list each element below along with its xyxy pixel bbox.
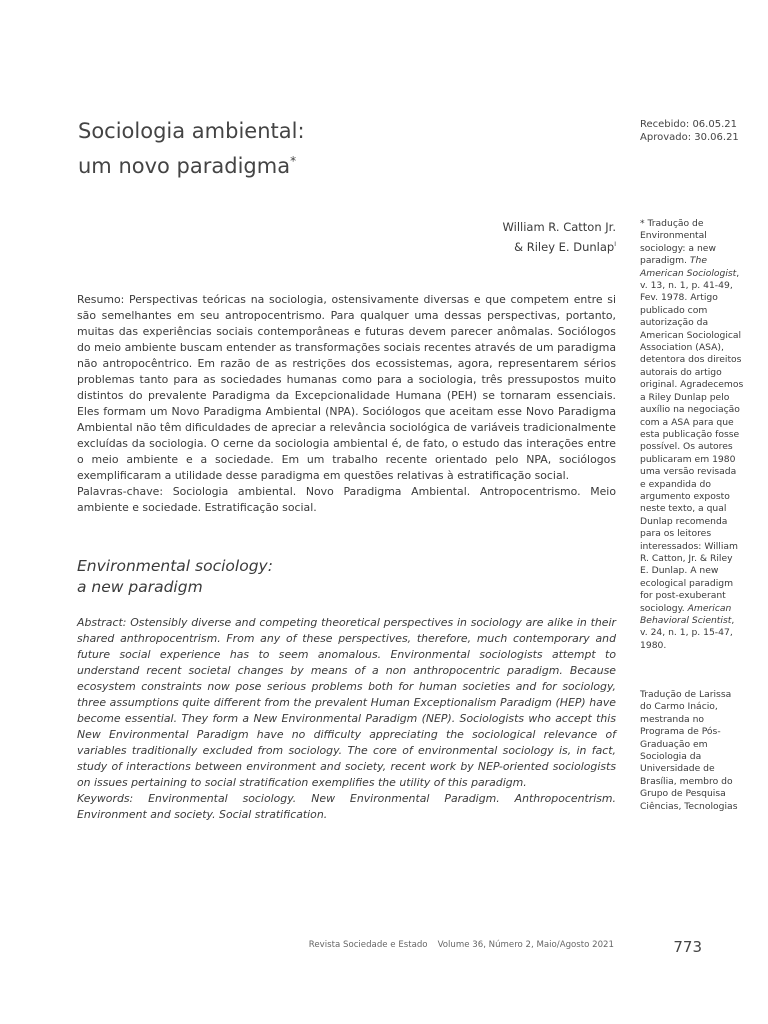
author-1: William R. Catton Jr. — [502, 220, 616, 234]
palavras-chave-paragraph: Palavras-chave: Sociologia ambiental. Novo Paradigma Ambiental. Antropocentrismo. Meio ambiente e sociedade. Estratificação social. — [77, 485, 616, 514]
footer-journal-name: Revista Sociedade e Estado — [308, 940, 428, 950]
resumo-paragraph: Resumo: Perspectivas teóricas na sociologia, ostensivamente diversas e que competem entre si são semelhantes em seu antropocentrismo. Para qualquer uma dessas perspectivas, portanto, muitas das experiências sociais contemporâneas e futuras devem parecer anômalas. Sociólogos do meio ambiente buscam entender as transformações sociais recentes através de um paradigma não antropocêntrico. Em razão de as restrições dos ecossistemas, agora, representarem sérios problemas tanto para as sociedades humanas como para a sociologia, três pressupostos muito distintos do prevalente Paradigma da Excepcionalidade Humana (PEH) se tornaram essenciais. Eles formam um Novo Paradigma Ambiental (NPA). Sociólogos que aceitam esse Novo Paradigma Ambiental não têm dificuldades de apreciar a relevância sociológica de variáveis tradicionalmente excluídas da sociologia. O cerne da sociologia ambiental é, de fato, o estudo das interações entre o meio ambiente e a sociedade. Em um trabalho recente orientado pelo NPA, sociólogos exemplificaram a utilidade desse paradigma em questões relativas à estratificação social. — [77, 293, 616, 482]
sidebar-translator-note: Tradução de Larissa do Carmo Inácio, mestranda no Programa de Pós-Graduação em Sociologia da Universidade de Brasília, membro do Grupo de Pesquisa Ciências, Tecnologias — [640, 689, 738, 812]
sidebar-translation-note: * Tradução de Environmental sociology: a new paradigm. The American Sociologist, v. 13, n. 1, p. 41-49, Fev. 1978. Artigo publicado com autorização da American Sociological Association (ASA), detentora dos direitos autorais do artigo original. Agradecemos a Riley Dunlap pelo auxílio na negociação com a ASA para que esta publicação fosse possível. Os autores publicaram em 1980 uma versão revisada e expandida do argumento exposto neste texto, a qual Dunlap recomenda para os leitores interessados: William R. Catton, Jr. & Riley E. Dunlap. A new ecological paradigm for post-exuberant sociology. American Behavioral Scientist, v. 24, n. 1, p. 15-47, 1980. — [640, 218, 744, 651]
author-2: & Riley E. Dunlap$^I$ — [514, 240, 616, 254]
page-number: 773 — [673, 938, 702, 956]
title-line-1: Sociologia ambiental: — [78, 119, 305, 143]
abstract-paragraph: Abstract: Ostensibly diverse and competing theoretical perspectives in sociology are alike in their shared anthropocentrism. From any of these perspectives, therefore, much contemporary and future social experience has to seem anomalous. Environmental sociologists attempt to understand recent societal changes by means of a non anthropocentric paradigm. Because ecosystem constraints now pose serious problems both for human societies and for sociology, three assumptions quite different from the prevalent Human Exceptionalism Paradigm (HEP) have become essential. They form a New Environmental Paradigm (NEP). Sociologists who accept this New Environmental Paradigm have no difficulty appreciating the sociological relevance of variables traditionally excluded from sociology. The core of environmental sociology is, in fact, study of interactions between environment and society, recent work by NEP-oriented sociologists on issues pertaining to social stratification exemplifies the utility of this paradigm. — [77, 616, 616, 789]
authors — [380, 218, 616, 256]
approved-date: Aprovado: 30.06.21 — [640, 132, 739, 143]
journal-name-american-sociologist: The American Sociologist — [640, 255, 737, 279]
footer-issue: Volume 36, Número 2, Maio/Agosto 2021 — [437, 940, 614, 950]
author-2-footnote-marker: I — [614, 241, 616, 248]
page-footer — [180, 940, 614, 950]
journal-name-american-behavioral-scientist: American Behavioral Scientist — [640, 602, 732, 626]
article-title — [78, 116, 578, 181]
title-line-2: um novo paradigma* — [78, 154, 297, 178]
english-title-line-2: a new paradigm — [77, 578, 203, 596]
english-title — [77, 556, 477, 598]
keywords-paragraph: Keywords: Environmental sociology. New Environmental Paradigm. Anthropocentrism. Environment and society. Social stratification. — [77, 792, 616, 821]
received-date: Recebido: 06.05.21 — [640, 119, 737, 130]
title-footnote-marker: * — [290, 154, 297, 168]
english-title-line-1: Environmental sociology: — [77, 557, 273, 575]
submission-dates — [640, 118, 760, 144]
